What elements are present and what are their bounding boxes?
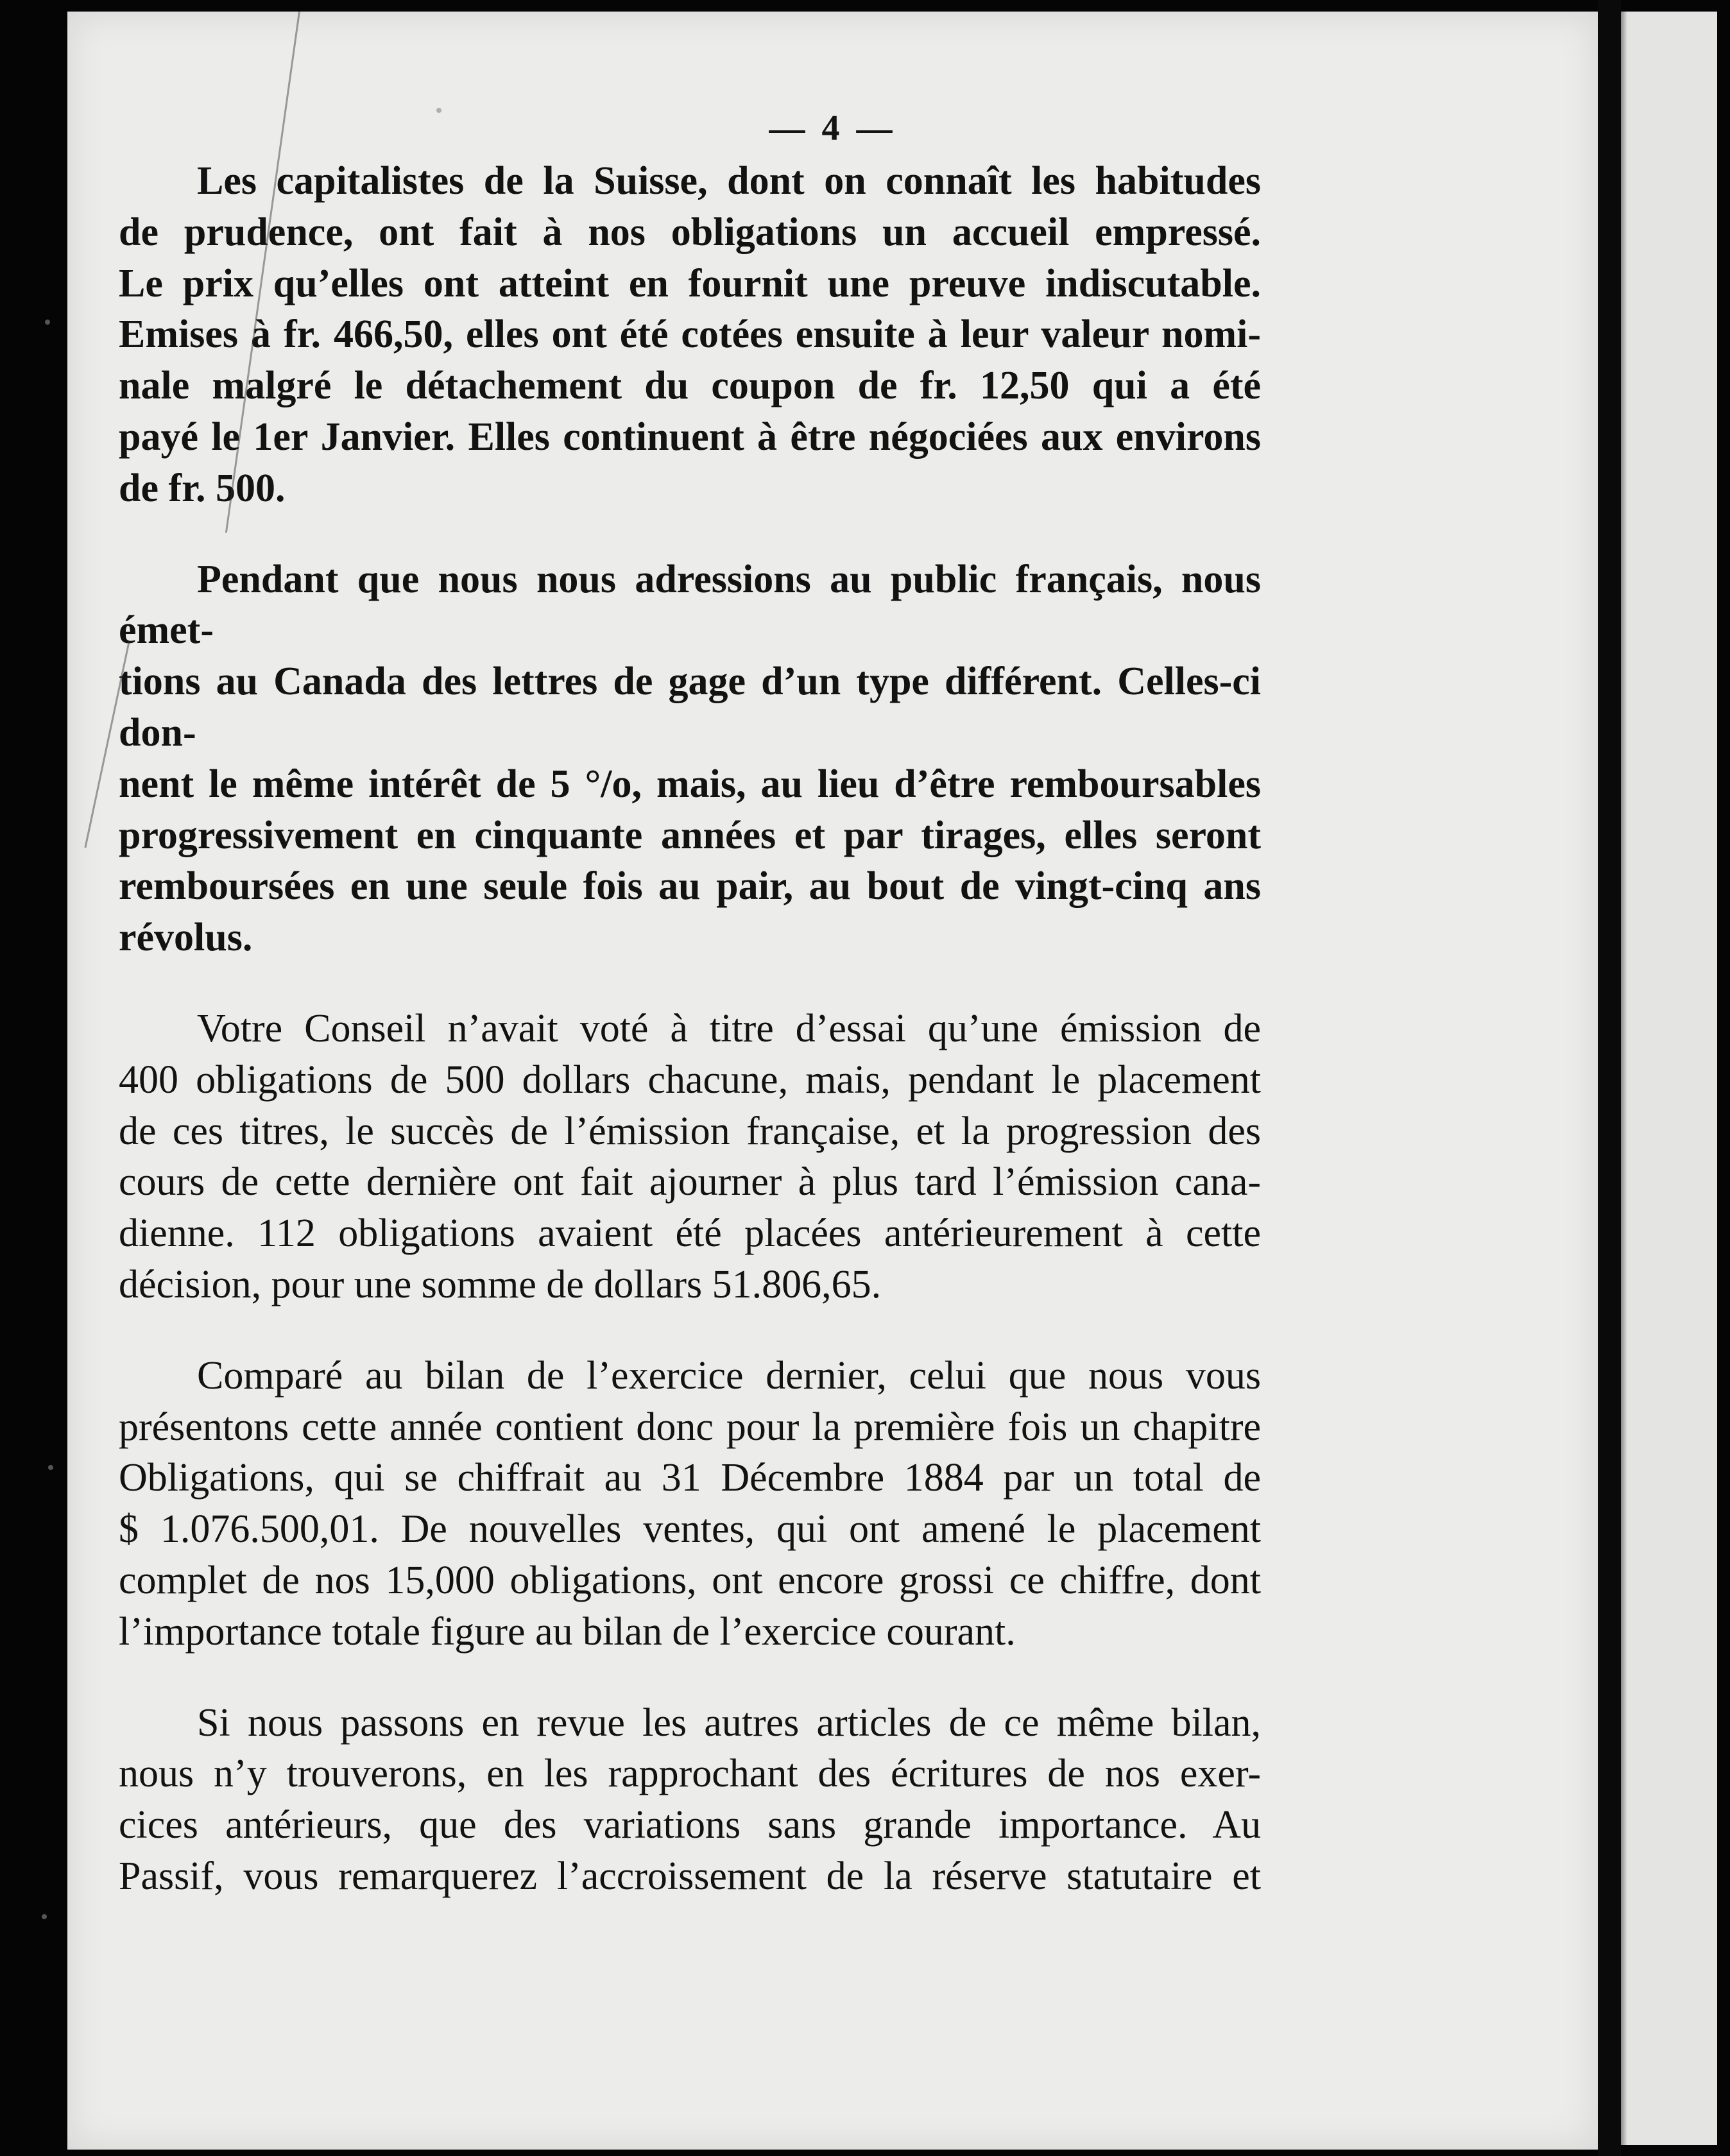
page-gutter	[1598, 0, 1621, 2156]
paragraph-1	[119, 156, 1261, 515]
scan-speck	[42, 1914, 47, 1919]
text-line: Les capitalistes de la Suisse, dont on connaît les habitudes	[197, 159, 1261, 203]
text-line: payé le 1er Janvier. Elles continuent à être négociées aux environs	[119, 415, 1261, 459]
text-line: dienne. 112 obligations avaient été placées antérieurement à cette	[119, 1211, 1261, 1256]
text-line: progressivement en cinquante années et par tirages, elles seront	[119, 813, 1261, 857]
paragraph-2	[119, 554, 1261, 964]
text-line: Obligations, qui se chiffrait au 31 Décembre 1884 par un total de	[119, 1456, 1261, 1500]
scan-speck	[48, 1465, 53, 1470]
text-line: cours de cette dernière ont fait ajourner à plus tard l’émission cana-	[119, 1160, 1261, 1204]
paragraph-3	[119, 1004, 1261, 1311]
text-line: révolus.	[119, 916, 253, 960]
text-line: complet de nos 15,000 obligations, ont encore grossi ce chiffre, dont	[119, 1558, 1261, 1602]
text-line: de prudence, ont fait à nos obligations un accueil empressé.	[119, 210, 1261, 254]
paragraph-4	[119, 1351, 1261, 1658]
text-line: Pendant que nous nous adressions au public français, nous émet-	[119, 557, 1261, 653]
text-line: Emises à fr. 466,50, elles ont été cotées ensuite à leur valeur nomi-	[119, 312, 1261, 357]
scan-speck	[436, 108, 441, 113]
next-page-edge	[1621, 12, 1717, 2145]
scan-speck	[45, 320, 50, 325]
text-line: l’importance totale figure au bilan de l’exercice courant.	[119, 1609, 1016, 1654]
text-line: Si nous passons en revue les autres articles de ce même bilan,	[197, 1700, 1261, 1745]
text-line: nale malgré le détachement du coupon de fr. 12,50 qui a été	[119, 364, 1261, 408]
text-line: de ces titres, le succès de l’émission française, et la progression des	[119, 1109, 1261, 1153]
text-line: nent le même intérêt de 5 °/o, mais, au lieu d’être remboursables	[119, 762, 1261, 806]
text-line: Comparé au bilan de l’exercice dernier, celui que nous vous	[197, 1353, 1261, 1398]
text-line: Le prix qu’elles ont atteint en fournit une preuve indiscutable.	[119, 261, 1261, 305]
text-line: Passif, vous remarquerez l’accroissement de la réserve statutaire et	[119, 1854, 1261, 1898]
text-line: remboursées en une seule fois au pair, au bout de vingt-cinq ans	[119, 864, 1261, 909]
page-number: — 4 —	[769, 108, 896, 148]
next-page-shadow	[1621, 12, 1627, 2145]
text-line: nous n’y trouverons, en les rapprochant des écritures de nos exer-	[119, 1752, 1261, 1796]
body-text	[119, 156, 1261, 1903]
text-line: de fr. 500.	[119, 466, 286, 510]
text-line: cices antérieurs, que des variations sans grande importance. Au	[119, 1803, 1261, 1847]
text-line: présentons cette année contient donc pour la première fois un chapitre	[119, 1405, 1261, 1449]
text-line: 400 obligations de 500 dollars chacune, mais, pendant le placement	[119, 1057, 1261, 1102]
paragraph-5	[119, 1698, 1261, 1903]
scanned-page	[67, 12, 1598, 2150]
text-line: $ 1.076.500,01. De nouvelles ventes, qui ont amené le placement	[119, 1507, 1261, 1552]
text-line: tions au Canada des lettres de gage d’un type différent. Celles-ci don-	[119, 660, 1261, 755]
text-line: Votre Conseil n’avait voté à titre d’essai qu’une émission de	[197, 1006, 1261, 1050]
text-line: décision, pour une somme de dollars 51.806,65.	[119, 1262, 882, 1306]
